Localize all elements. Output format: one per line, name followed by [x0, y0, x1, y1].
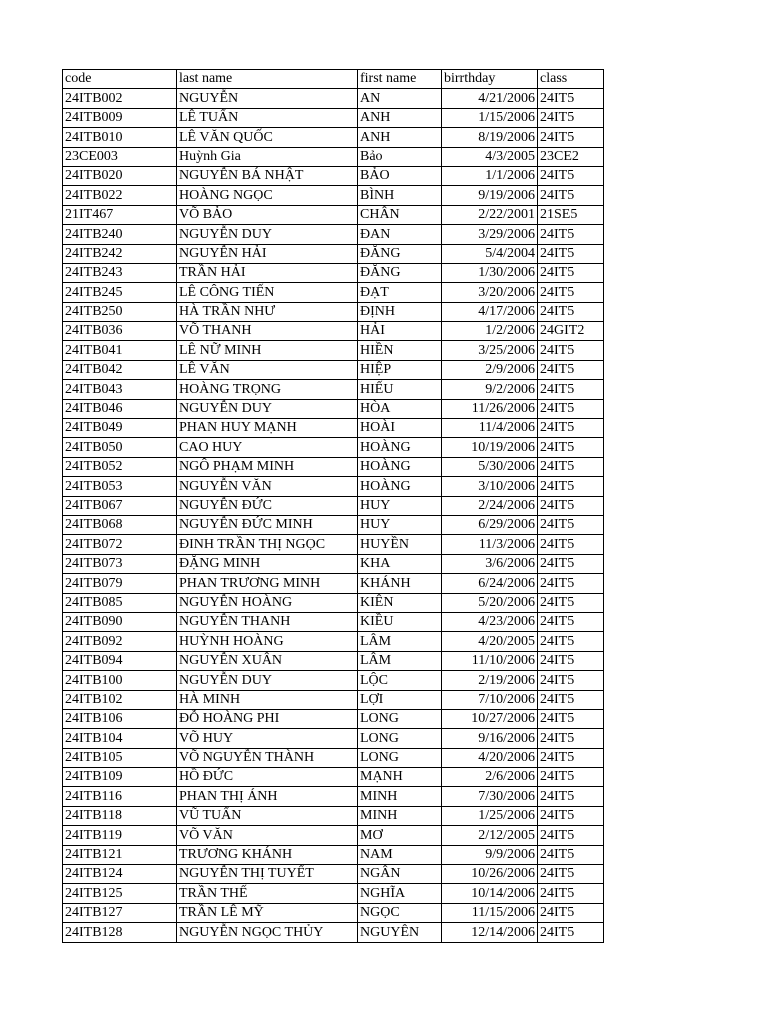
- header-row: [63, 70, 604, 89]
- cell-class: 24IT5: [538, 477, 604, 496]
- cell-class: 24IT5: [538, 593, 604, 612]
- cell-code: 24ITB022: [63, 186, 177, 205]
- cell-code: 23CE003: [63, 147, 177, 166]
- cell-class: 24IT5: [538, 341, 604, 360]
- cell-code: 24ITB125: [63, 884, 177, 903]
- cell-first-name: LỢI: [358, 690, 442, 709]
- cell-code: 24ITB105: [63, 748, 177, 767]
- cell-class: 24IT5: [538, 554, 604, 573]
- cell-last-name: NGUYỄN ĐỨC MINH: [177, 515, 358, 534]
- cell-class: 24IT5: [538, 225, 604, 244]
- cell-birthday: 8/19/2006: [442, 128, 538, 147]
- cell-first-name: LONG: [358, 748, 442, 767]
- cell-birthday: 2/22/2001: [442, 205, 538, 224]
- cell-class: 24IT5: [538, 671, 604, 690]
- table-row: [63, 787, 604, 806]
- cell-last-name: ĐẶNG MINH: [177, 554, 358, 573]
- cell-code: 24ITB127: [63, 903, 177, 922]
- table-row: [63, 263, 604, 282]
- cell-birthday: 4/3/2005: [442, 147, 538, 166]
- cell-last-name: NGUYỄN BÁ NHẬT: [177, 166, 358, 185]
- cell-last-name: CAO HUY: [177, 438, 358, 457]
- cell-class: 24IT5: [538, 515, 604, 534]
- cell-first-name: MINH: [358, 806, 442, 825]
- table-row: [63, 419, 604, 438]
- cell-class: 24IT5: [538, 709, 604, 728]
- cell-first-name: MƠ: [358, 826, 442, 845]
- cell-code: 24ITB050: [63, 438, 177, 457]
- cell-code: 24ITB243: [63, 263, 177, 282]
- cell-code: 24ITB094: [63, 651, 177, 670]
- cell-birthday: 4/23/2006: [442, 612, 538, 631]
- cell-class: 24IT5: [538, 632, 604, 651]
- cell-last-name: TRƯƠNG KHÁNH: [177, 845, 358, 864]
- cell-class: 24IT5: [538, 128, 604, 147]
- cell-code: 24ITB100: [63, 671, 177, 690]
- cell-code: 21IT467: [63, 205, 177, 224]
- cell-last-name: LÊ VĂN: [177, 360, 358, 379]
- cell-code: 24ITB090: [63, 612, 177, 631]
- cell-first-name: MẠNH: [358, 768, 442, 787]
- cell-first-name: HẢI: [358, 322, 442, 341]
- table-row: [63, 496, 604, 515]
- table-row: [63, 632, 604, 651]
- cell-class: 24IT5: [538, 438, 604, 457]
- table-row: [63, 748, 604, 767]
- cell-class: 24IT5: [538, 748, 604, 767]
- cell-last-name: NGUYỄN DUY: [177, 399, 358, 418]
- cell-class: 24IT5: [538, 380, 604, 399]
- table-row: [63, 884, 604, 903]
- cell-birthday: 9/19/2006: [442, 186, 538, 205]
- cell-class: 24IT5: [538, 89, 604, 108]
- cell-code: 24ITB242: [63, 244, 177, 263]
- cell-birthday: 5/20/2006: [442, 593, 538, 612]
- cell-first-name: HUYỀN: [358, 535, 442, 554]
- cell-class: 21SE5: [538, 205, 604, 224]
- cell-last-name: LÊ TUẤN: [177, 108, 358, 127]
- cell-class: 24IT5: [538, 244, 604, 263]
- table-row: [63, 768, 604, 787]
- table-row: [63, 515, 604, 534]
- table-row: [63, 457, 604, 476]
- cell-last-name: NGUYỄN VĂN: [177, 477, 358, 496]
- cell-last-name: VÕ NGUYỄN THÀNH: [177, 748, 358, 767]
- table-row: [63, 166, 604, 185]
- cell-first-name: HUY: [358, 496, 442, 515]
- cell-last-name: PHAN TRƯƠNG MINH: [177, 574, 358, 593]
- cell-last-name: VÕ VĂN: [177, 826, 358, 845]
- table-row: [63, 302, 604, 321]
- cell-first-name: NGÂN: [358, 865, 442, 884]
- header-first-name: first name: [358, 70, 442, 89]
- cell-code: 24ITB106: [63, 709, 177, 728]
- cell-last-name: HÀ TRẦN NHƯ: [177, 302, 358, 321]
- cell-class: 24IT5: [538, 884, 604, 903]
- cell-code: 24ITB041: [63, 341, 177, 360]
- cell-first-name: KHA: [358, 554, 442, 573]
- cell-birthday: 9/9/2006: [442, 845, 538, 864]
- cell-birthday: 9/2/2006: [442, 380, 538, 399]
- cell-class: 24IT5: [538, 826, 604, 845]
- cell-birthday: 3/6/2006: [442, 554, 538, 573]
- cell-first-name: HÒA: [358, 399, 442, 418]
- table-row: [63, 322, 604, 341]
- cell-class: 24IT5: [538, 457, 604, 476]
- cell-code: 24ITB043: [63, 380, 177, 399]
- cell-code: 24ITB046: [63, 399, 177, 418]
- cell-class: 24IT5: [538, 166, 604, 185]
- cell-code: 24ITB245: [63, 283, 177, 302]
- cell-code: 24ITB079: [63, 574, 177, 593]
- header-class: class: [538, 70, 604, 89]
- cell-last-name: NGUYỄN XUÂN: [177, 651, 358, 670]
- cell-class: 24IT5: [538, 186, 604, 205]
- cell-class: 24GIT2: [538, 322, 604, 341]
- cell-birthday: 2/19/2006: [442, 671, 538, 690]
- table-row: [63, 554, 604, 573]
- cell-code: 24ITB020: [63, 166, 177, 185]
- cell-last-name: LÊ CÔNG TIẾN: [177, 283, 358, 302]
- cell-birthday: 1/30/2006: [442, 263, 538, 282]
- cell-last-name: VÕ BẢO: [177, 205, 358, 224]
- cell-last-name: NGUYỄN THỊ TUYẾT: [177, 865, 358, 884]
- cell-birthday: 12/14/2006: [442, 923, 538, 942]
- table-row: [63, 225, 604, 244]
- cell-class: 24IT5: [538, 302, 604, 321]
- cell-class: 24IT5: [538, 903, 604, 922]
- cell-first-name: HOÀNG: [358, 457, 442, 476]
- cell-first-name: ĐĂNG: [358, 263, 442, 282]
- cell-code: 24ITB116: [63, 787, 177, 806]
- table-row: [63, 535, 604, 554]
- cell-last-name: ĐỖ HOÀNG PHI: [177, 709, 358, 728]
- cell-class: 24IT5: [538, 574, 604, 593]
- cell-first-name: KHÁNH: [358, 574, 442, 593]
- cell-class: 24IT5: [538, 768, 604, 787]
- cell-code: 24ITB053: [63, 477, 177, 496]
- cell-code: 24ITB250: [63, 302, 177, 321]
- cell-code: 24ITB036: [63, 322, 177, 341]
- cell-code: 24ITB119: [63, 826, 177, 845]
- cell-last-name: HỒ ĐỨC: [177, 768, 358, 787]
- cell-first-name: BÌNH: [358, 186, 442, 205]
- header-last-name: last name: [177, 70, 358, 89]
- cell-first-name: CHÂN: [358, 205, 442, 224]
- cell-first-name: LÂM: [358, 632, 442, 651]
- cell-code: 24ITB240: [63, 225, 177, 244]
- cell-first-name: BẢO: [358, 166, 442, 185]
- cell-code: 24ITB118: [63, 806, 177, 825]
- cell-last-name: NGUYỄN DUY: [177, 225, 358, 244]
- cell-code: 24ITB068: [63, 515, 177, 534]
- cell-code: 24ITB124: [63, 865, 177, 884]
- table-row: [63, 826, 604, 845]
- cell-code: 24ITB073: [63, 554, 177, 573]
- table-row: [63, 690, 604, 709]
- cell-birthday: 10/14/2006: [442, 884, 538, 903]
- cell-code: 24ITB109: [63, 768, 177, 787]
- cell-last-name: LÊ VĂN QUỐC: [177, 128, 358, 147]
- cell-class: 24IT5: [538, 399, 604, 418]
- cell-birthday: 10/19/2006: [442, 438, 538, 457]
- cell-birthday: 6/24/2006: [442, 574, 538, 593]
- cell-last-name: VŨ TUẤN: [177, 806, 358, 825]
- table-row: [63, 671, 604, 690]
- cell-birthday: 9/16/2006: [442, 729, 538, 748]
- cell-code: 24ITB010: [63, 128, 177, 147]
- cell-last-name: NGUYỄN NGỌC THỦY: [177, 923, 358, 942]
- cell-birthday: 7/10/2006: [442, 690, 538, 709]
- cell-last-name: NGUYỄN HOÀNG: [177, 593, 358, 612]
- cell-birthday: 3/29/2006: [442, 225, 538, 244]
- table-row: [63, 205, 604, 224]
- cell-class: 23CE2: [538, 147, 604, 166]
- table-row: [63, 399, 604, 418]
- cell-birthday: 2/24/2006: [442, 496, 538, 515]
- cell-class: 24IT5: [538, 263, 604, 282]
- cell-code: 24ITB009: [63, 108, 177, 127]
- cell-first-name: HOÀNG: [358, 477, 442, 496]
- cell-last-name: NGÔ PHẠM MINH: [177, 457, 358, 476]
- cell-code: 24ITB052: [63, 457, 177, 476]
- cell-birthday: 11/10/2006: [442, 651, 538, 670]
- cell-code: 24ITB067: [63, 496, 177, 515]
- cell-birthday: 11/15/2006: [442, 903, 538, 922]
- table-row: [63, 477, 604, 496]
- cell-first-name: KIÊN: [358, 593, 442, 612]
- cell-last-name: HOÀNG TRỌNG: [177, 380, 358, 399]
- cell-code: 24ITB104: [63, 729, 177, 748]
- student-table: [62, 69, 604, 943]
- cell-first-name: AN: [358, 89, 442, 108]
- table-row: [63, 380, 604, 399]
- cell-birthday: 5/30/2006: [442, 457, 538, 476]
- table-row: [63, 341, 604, 360]
- table-row: [63, 806, 604, 825]
- cell-birthday: 3/10/2006: [442, 477, 538, 496]
- header-birthday: birrthday: [442, 70, 538, 89]
- cell-first-name: NAM: [358, 845, 442, 864]
- cell-birthday: 2/9/2006: [442, 360, 538, 379]
- cell-last-name: Huỳnh Gia: [177, 147, 358, 166]
- cell-first-name: KIỀU: [358, 612, 442, 631]
- cell-class: 24IT5: [538, 923, 604, 942]
- cell-first-name: ĐĂNG: [358, 244, 442, 263]
- cell-last-name: HOÀNG NGỌC: [177, 186, 358, 205]
- cell-class: 24IT5: [538, 612, 604, 631]
- table-row: [63, 244, 604, 263]
- cell-first-name: Bảo: [358, 147, 442, 166]
- cell-birthday: 1/25/2006: [442, 806, 538, 825]
- cell-first-name: HOÀNG: [358, 438, 442, 457]
- cell-code: 24ITB092: [63, 632, 177, 651]
- cell-code: 24ITB121: [63, 845, 177, 864]
- cell-birthday: 1/15/2006: [442, 108, 538, 127]
- cell-last-name: VÕ THANH: [177, 322, 358, 341]
- cell-class: 24IT5: [538, 535, 604, 554]
- cell-code: 24ITB049: [63, 419, 177, 438]
- cell-class: 24IT5: [538, 845, 604, 864]
- cell-code: 24ITB042: [63, 360, 177, 379]
- cell-class: 24IT5: [538, 729, 604, 748]
- cell-last-name: PHAN HUY MẠNH: [177, 419, 358, 438]
- cell-last-name: HÀ MINH: [177, 690, 358, 709]
- cell-birthday: 1/2/2006: [442, 322, 538, 341]
- cell-last-name: TRẦN THẾ: [177, 884, 358, 903]
- table-row: [63, 651, 604, 670]
- table-row: [63, 923, 604, 942]
- cell-code: 24ITB102: [63, 690, 177, 709]
- cell-class: 24IT5: [538, 496, 604, 515]
- cell-first-name: MINH: [358, 787, 442, 806]
- cell-code: 24ITB072: [63, 535, 177, 554]
- cell-first-name: ĐỊNH: [358, 302, 442, 321]
- cell-last-name: TRẦN HẢI: [177, 263, 358, 282]
- cell-class: 24IT5: [538, 108, 604, 127]
- cell-first-name: ĐAN: [358, 225, 442, 244]
- cell-birthday: 4/20/2005: [442, 632, 538, 651]
- cell-first-name: HIỆP: [358, 360, 442, 379]
- cell-code: 24ITB128: [63, 923, 177, 942]
- cell-last-name: PHAN THỊ ÁNH: [177, 787, 358, 806]
- table-row: [63, 89, 604, 108]
- table-row: [63, 574, 604, 593]
- table-row: [63, 903, 604, 922]
- table-row: [63, 729, 604, 748]
- cell-birthday: 11/4/2006: [442, 419, 538, 438]
- cell-birthday: 1/1/2006: [442, 166, 538, 185]
- table-row: [63, 845, 604, 864]
- cell-class: 24IT5: [538, 283, 604, 302]
- cell-class: 24IT5: [538, 865, 604, 884]
- cell-first-name: LONG: [358, 729, 442, 748]
- cell-first-name: HIẾU: [358, 380, 442, 399]
- cell-first-name: HOÀI: [358, 419, 442, 438]
- cell-last-name: NGUYỄN DUY: [177, 671, 358, 690]
- table-row: [63, 865, 604, 884]
- cell-birthday: 3/20/2006: [442, 283, 538, 302]
- table-row: [63, 709, 604, 728]
- cell-first-name: LÂM: [358, 651, 442, 670]
- cell-first-name: LỘC: [358, 671, 442, 690]
- table-row: [63, 438, 604, 457]
- cell-first-name: NGHĨA: [358, 884, 442, 903]
- cell-first-name: ĐẠT: [358, 283, 442, 302]
- table-row: [63, 128, 604, 147]
- cell-first-name: HUY: [358, 515, 442, 534]
- cell-class: 24IT5: [538, 690, 604, 709]
- table-row: [63, 360, 604, 379]
- cell-birthday: 2/6/2006: [442, 768, 538, 787]
- cell-birthday: 6/29/2006: [442, 515, 538, 534]
- table-row: [63, 147, 604, 166]
- cell-birthday: 10/27/2006: [442, 709, 538, 728]
- cell-birthday: 10/26/2006: [442, 865, 538, 884]
- header-code: code: [63, 70, 177, 89]
- cell-first-name: LONG: [358, 709, 442, 728]
- cell-class: 24IT5: [538, 419, 604, 438]
- cell-birthday: 11/26/2006: [442, 399, 538, 418]
- student-table-body: [63, 70, 604, 943]
- cell-last-name: ĐINH TRẦN THỊ NGỌC: [177, 535, 358, 554]
- cell-last-name: NGUYỄN HẢI: [177, 244, 358, 263]
- cell-last-name: NGUYỄN THANH: [177, 612, 358, 631]
- cell-last-name: VÕ HUY: [177, 729, 358, 748]
- cell-last-name: NGUYỄN: [177, 89, 358, 108]
- cell-first-name: HIỀN: [358, 341, 442, 360]
- cell-birthday: 4/20/2006: [442, 748, 538, 767]
- cell-birthday: 11/3/2006: [442, 535, 538, 554]
- table-row: [63, 186, 604, 205]
- cell-class: 24IT5: [538, 360, 604, 379]
- cell-last-name: LÊ NỮ MINH: [177, 341, 358, 360]
- cell-birthday: 4/21/2006: [442, 89, 538, 108]
- table-row: [63, 108, 604, 127]
- cell-birthday: 4/17/2006: [442, 302, 538, 321]
- cell-birthday: 5/4/2004: [442, 244, 538, 263]
- cell-class: 24IT5: [538, 787, 604, 806]
- table-row: [63, 612, 604, 631]
- cell-code: 24ITB085: [63, 593, 177, 612]
- cell-class: 24IT5: [538, 806, 604, 825]
- cell-first-name: NGUYÊN: [358, 923, 442, 942]
- cell-last-name: NGUYỄN ĐỨC: [177, 496, 358, 515]
- cell-first-name: ANH: [358, 108, 442, 127]
- cell-class: 24IT5: [538, 651, 604, 670]
- cell-last-name: HUỲNH HOÀNG: [177, 632, 358, 651]
- cell-code: 24ITB002: [63, 89, 177, 108]
- cell-last-name: TRẦN LÊ MỸ: [177, 903, 358, 922]
- cell-first-name: ANH: [358, 128, 442, 147]
- table-row: [63, 283, 604, 302]
- cell-birthday: 3/25/2006: [442, 341, 538, 360]
- table-row: [63, 593, 604, 612]
- cell-first-name: NGỌC: [358, 903, 442, 922]
- cell-birthday: 7/30/2006: [442, 787, 538, 806]
- cell-birthday: 2/12/2005: [442, 826, 538, 845]
